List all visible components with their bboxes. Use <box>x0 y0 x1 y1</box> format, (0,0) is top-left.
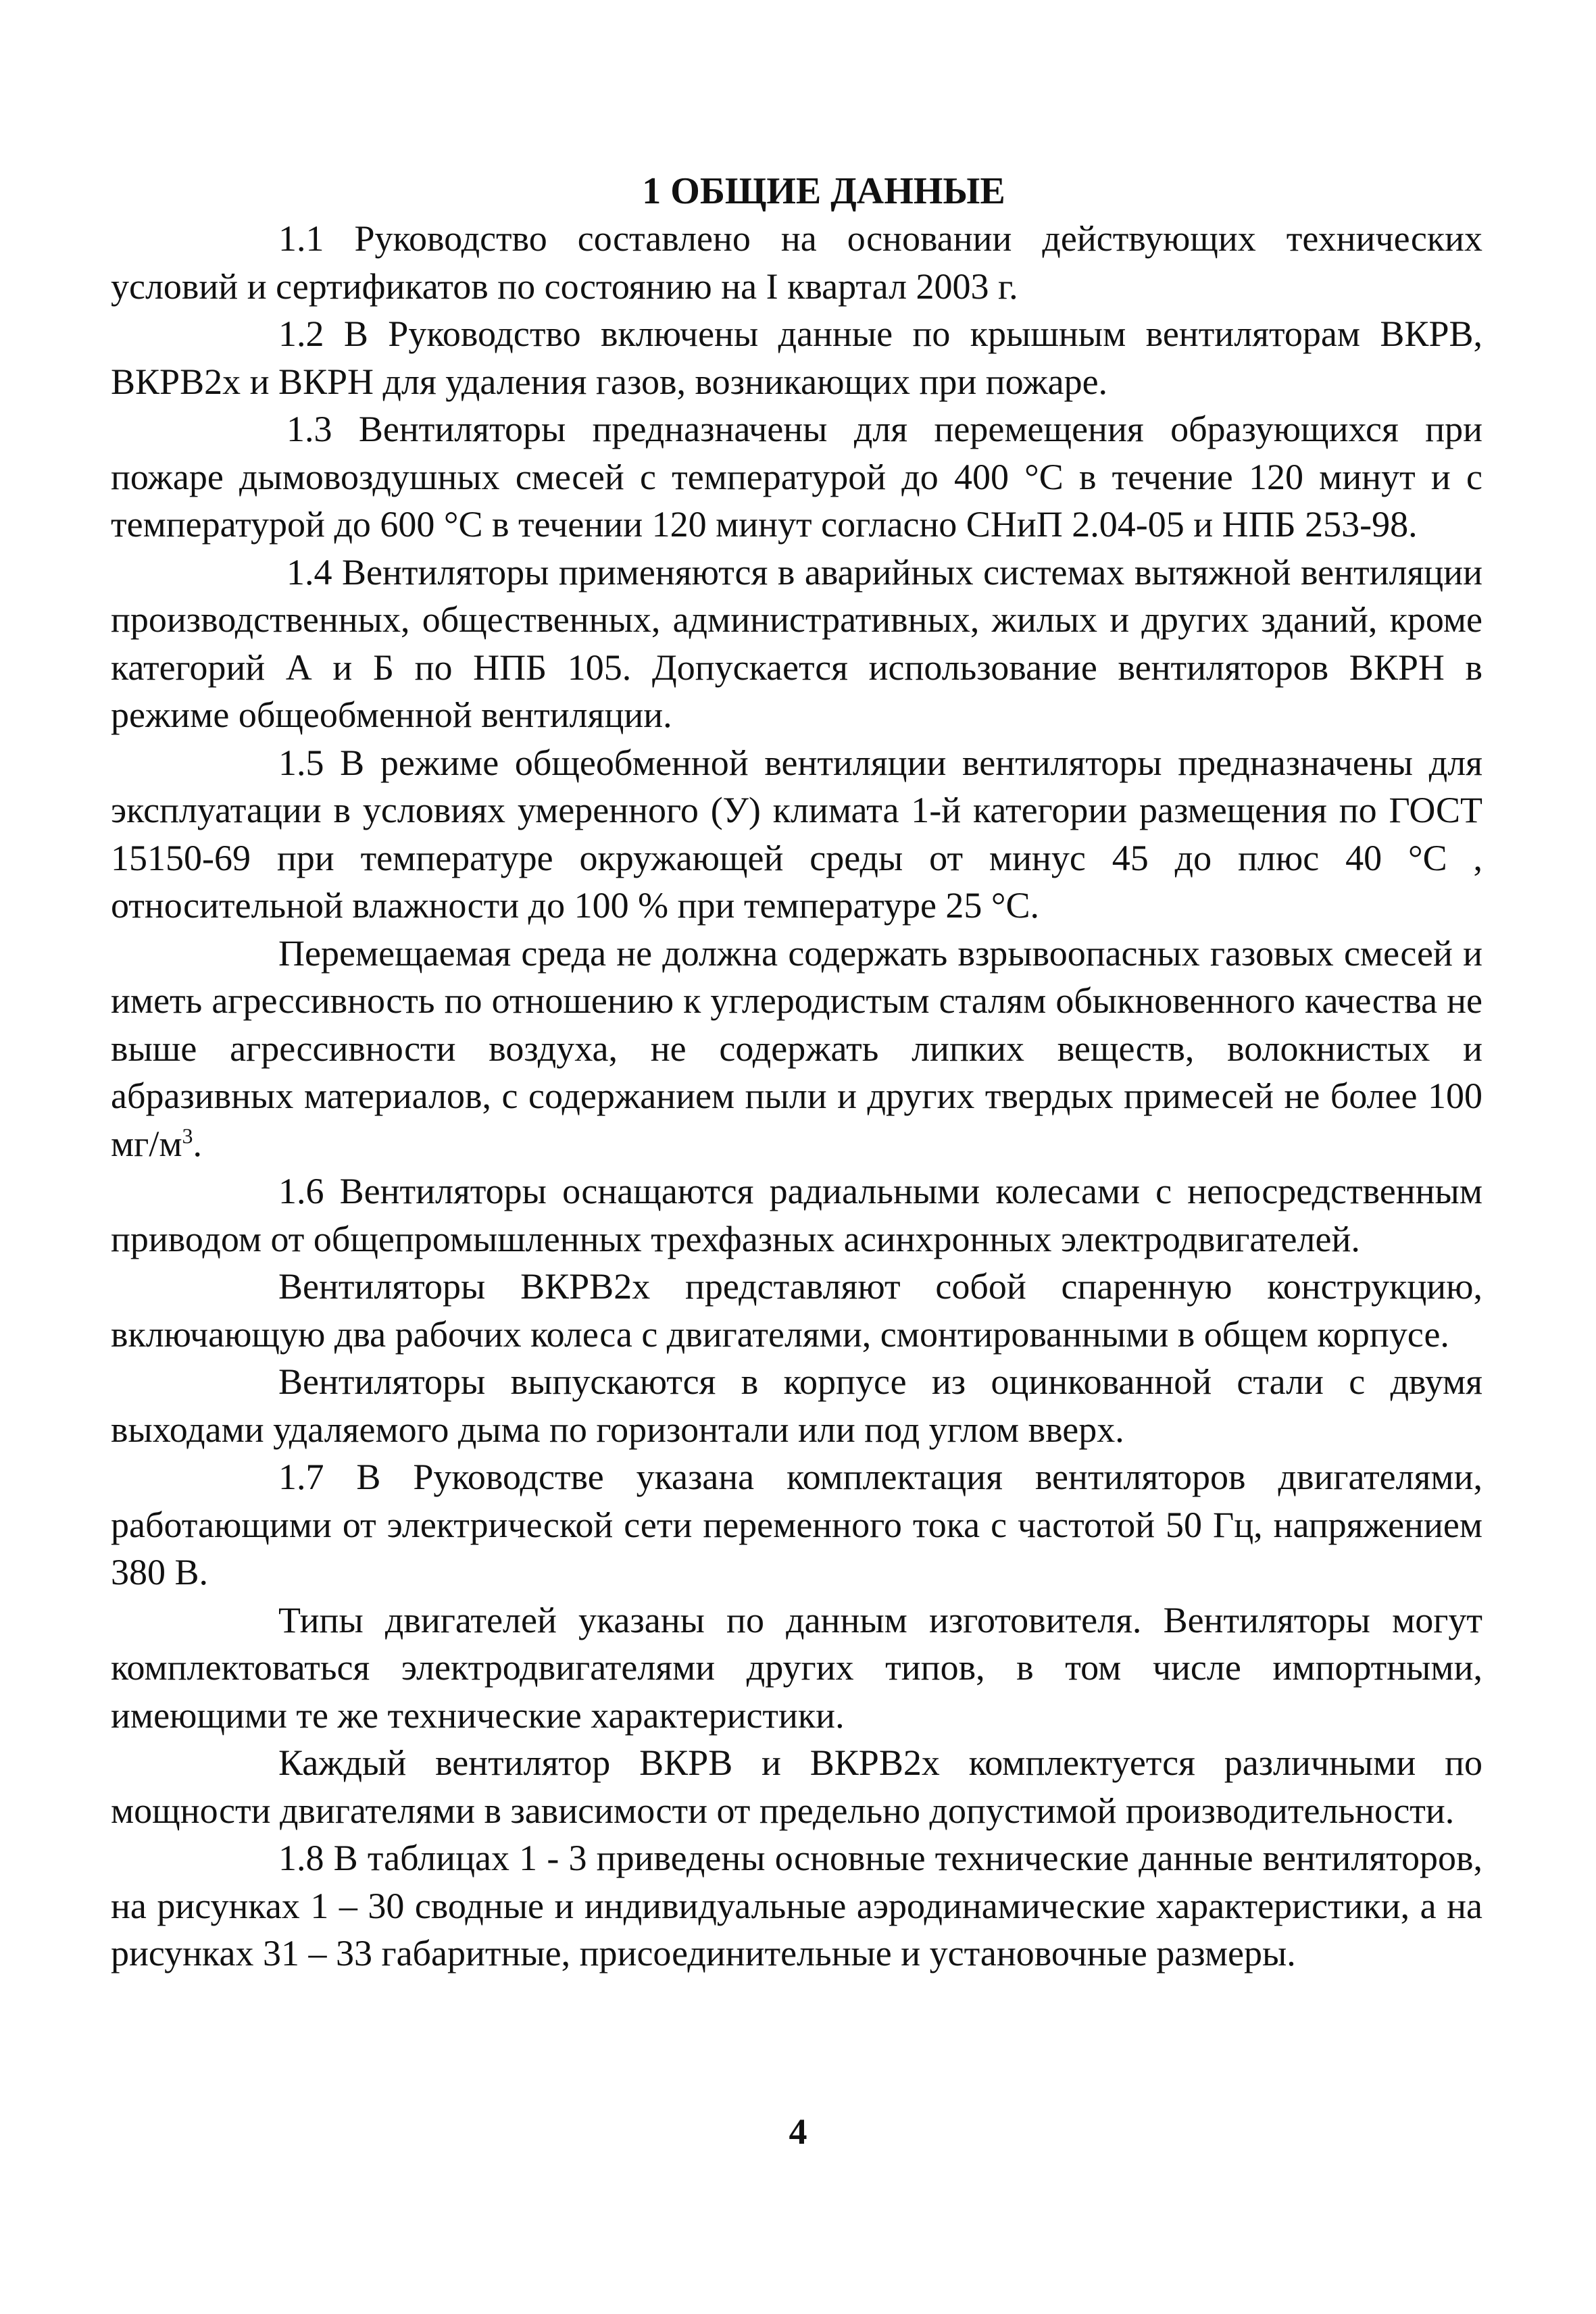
paragraph-vkrv2x-construction: Вентиляторы ВКРВ2х представляют собой спаренную конструкцию, включающую два рабочих колеса с двигателями, смонтированными в общем корпусе. <box>111 1266 1482 1355</box>
paragraph-medium-requirements <box>111 930 1482 1168</box>
medium-requirements-end: . <box>193 1123 202 1164</box>
document-body <box>111 168 1482 1978</box>
paragraph-1-6: 1.6 Вентиляторы оснащаются радиальными колесами с непосредственным приводом от общепромышленных трехфазных асинхронных электродвигателей. <box>111 1171 1482 1259</box>
paragraph-motor-types: Типы двигателей указаны по данным изготовителя. Вентиляторы могут комплектоваться электродвигателями других типов, в том числе импортными, имеющими те же технические характеристики. <box>111 1599 1482 1736</box>
paragraph-1-8: 1.8 В таблицах 1 - 3 приведены основные технические данные вентиляторов, на рисунках 1 – 30 сводные и индивидуальные аэродинамические характеристики, а на рисунках 31 – 33 габаритные, присоединительные и установочные размеры. <box>111 1838 1482 1973</box>
medium-requirements-text: Перемещаемая среда не должна содержать взрывоопасных газовых смесей и иметь агрессивность по отношению к углеродистым сталям обыкновенного качества не выше агрессивности воздуха, не содержать липких веществ, волокнистых и абразивных материалов, с содержанием пыли и других твердых примесей не более 100 мг/м <box>111 932 1482 1164</box>
paragraph-1-5: 1.5 В режиме общеобменной вентиляции вентиляторы предназначены для эксплуатации в условиях умеренного (У) климата 1-й категории размещения по ГОСТ 15150-69 при температуре окружающей среды от минус 45 до плюс 40 °С , относительной влажности до 100 % при температуре 25 °С. <box>111 742 1482 926</box>
section-heading: 1 ОБЩИЕ ДАННЫЕ <box>642 170 1005 212</box>
paragraph-1-7: 1.7 В Руководстве указана комплектация вентиляторов двигателями, работающими от электрической сети переменного тока с частотой 50 Гц, напряжением 380 В. <box>111 1457 1482 1592</box>
paragraph-1-3: 1.3 Вентиляторы предназначены для перемещения образующихся при пожаре дымовоздушных смесей с температурой до 400 °С в течение 120 минут и с температурой до 600 °С в течении 120 минут согласно СНиП 2.04-05 и НПБ 253-98. <box>111 409 1482 545</box>
cubic-superscript: 3 <box>182 1123 193 1148</box>
paragraph-1-4: 1.4 Вентиляторы применяются в аварийных системах вытяжной вентиляции производственных, общественных, административных, жилых и других зданий, кроме категорий А и Б по НПБ 105. Допускается использование вентиляторов ВКРН в режиме общеобменной вентиляции. <box>111 551 1482 735</box>
paragraph-housing: Вентиляторы выпускаются в корпусе из оцинкованной стали с двумя выходами удаляемого дыма по горизонтали или под углом вверх. <box>111 1361 1482 1450</box>
paragraph-1-2: 1.2 В Руководство включены данные по крышным вентиляторам ВКРВ, ВКРВ2х и ВКРН для удаления газов, возникающих при пожаре. <box>111 313 1482 402</box>
page-number: 4 <box>789 2111 807 2152</box>
paragraph-motor-power: Каждый вентилятор ВКРВ и ВКРВ2х комплектуется различными по мощности двигателями в зависимости от предельно допустимой производительности. <box>111 1742 1482 1831</box>
paragraph-1-1: 1.1 Руководство составлено на основании действующих технических условий и сертификатов по состоянию на I квартал 2003 г. <box>111 218 1482 307</box>
